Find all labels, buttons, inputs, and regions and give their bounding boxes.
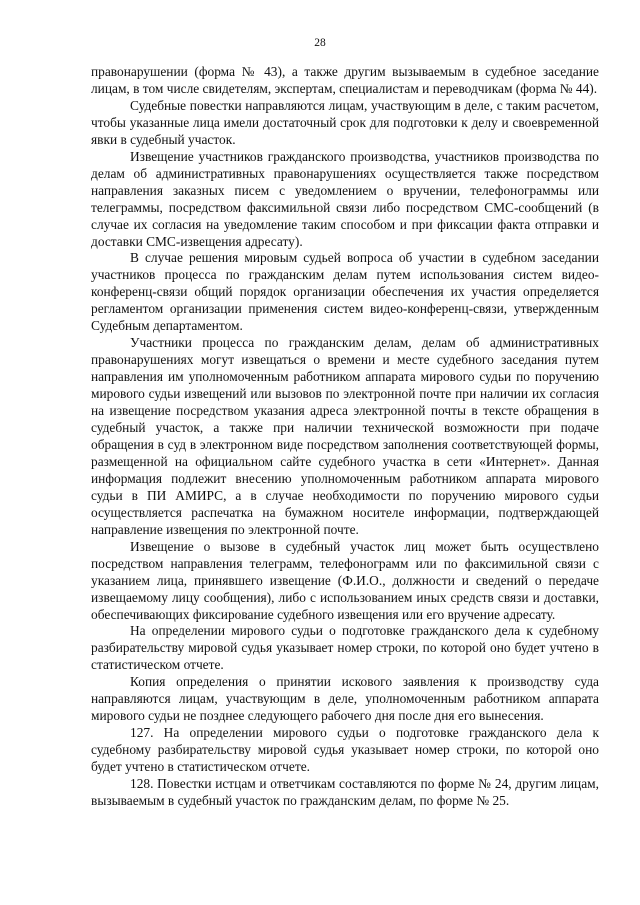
document-body xyxy=(91,64,599,810)
paragraph: Судебные повестки направляются лицам, участвующим в деле, с таким расчетом, чтобы указанные лица имели достаточный срок для подготовки к делу и своевременной явки в судебный участок. xyxy=(91,97,599,147)
paragraph: На определении мирового судьи о подготовке гражданского дела к судебному разбирательству мировой судья указывает номер строки, по которой оно будет учтено в статистическом отчете. xyxy=(91,623,599,673)
paragraph: Участники процесса по гражданским делам, делам об административных правонарушениях могут извещаться о времени и месте судебного заседания путем направления им уполномоченным работником аппарата мирового судьи по поручению мирового судьи извещений или вызовов по электронной почте при наличии их согласия на извещение посредством указания адреса электронной почты в тексте обращения в судебный участок, а также при наличии технической возможности при подаче обращения в суд в электронном виде посредством заполнения соответствующей формы, размещенной на официальном сайте судебного участка в сети «Интернет». Данная информация подлежит внесению уполномоченным работником аппарата мирового судьи в ПИ АМИРС, а в случае необходимости по поручению мирового судьи осуществляется распечатка на бумажном носителе информации, подтверждающей направление извещения по электронной почте. xyxy=(91,335,599,537)
paragraph: 128. Повестки истцам и ответчикам составляются по форме № 24, другим лицам, вызываемым в судебный участок по гражданским делам, по форме № 25. xyxy=(91,776,599,808)
paragraph: Извещение участников гражданского производства, участников производства по делам об административных правонарушениях осуществляется также посредством направления заказных писем с уведомлением о вручении, телефонограммы или телеграммы, посредством факсимильной связи либо посредством СМС-сообщений (в случае их согласия на уведомление таким способом и при фиксации факта отправки и доставки СМС-извещения адресату). xyxy=(91,148,599,249)
page-number: 28 xyxy=(314,37,326,49)
paragraph: В случае решения мировым судьей вопроса об участии в судебном заседании участников процесса по гражданским делам путем использования систем видео-конференц-связи общий порядок организации обеспечения их участия определяется регламентом организации применения систем видео-конференц-связи, утвержденным Судебным департаментом. xyxy=(91,250,599,334)
paragraph: правонарушении (форма № 43), а также другим вызываемым в судебное заседание лицам, в том числе свидетелям, экспертам, специалистам и переводчикам (форма № 44). xyxy=(91,64,599,96)
paragraph: 127. На определении мирового судьи о подготовке гражданского дела к судебному разбирательству мировой судья указывает номер строки, по которой оно будет учтено в статистическом отчете. xyxy=(91,725,599,775)
paragraph: Извещение о вызове в судебный участок лиц может быть осуществлено посредством направления телеграмм, телефонограмм или по факсимильной связи с указанием лица, принявшего извещение (Ф.И.О., должности и сведений о передаче извещаемому лицу сообщения), либо с использованием иных средств связи и доставки, обеспечивающих фиксирование судебного извещения или его вручение адресату. xyxy=(91,538,599,622)
paragraph: Копия определения о принятии искового заявления к производству суда направляются лицам, участвующим в деле, уполномоченным работником аппарата мирового судьи не позднее следующего рабочего дня после дня его вынесения. xyxy=(91,674,599,724)
